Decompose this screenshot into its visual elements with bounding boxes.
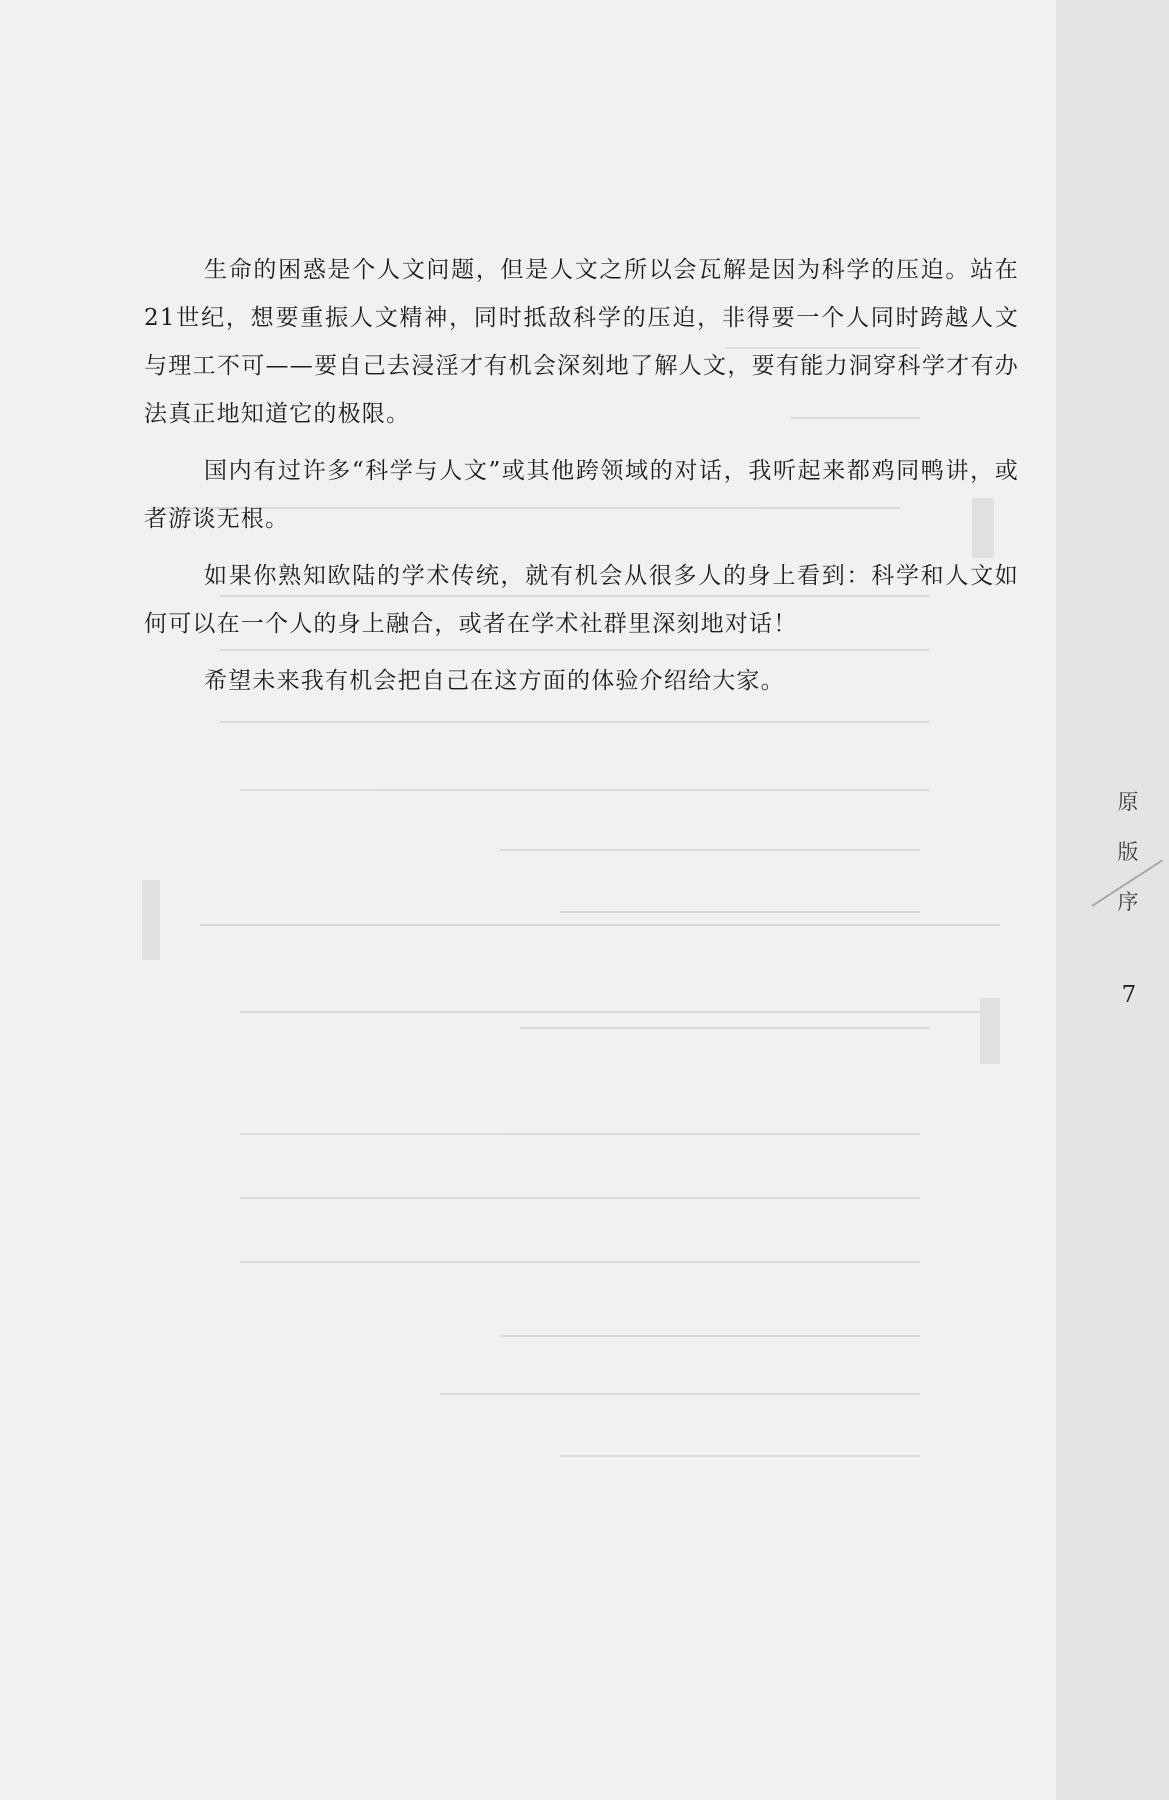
- paragraph: 如果你熟知欧陆的学术传统，就有机会从很多人的身上看到：科学和人文如何可以在一个人的身上融合，或者在学术社群里深刻地对话！: [144, 563, 1019, 637]
- section-label-char: 序: [1117, 890, 1139, 914]
- section-label-char: 原: [1117, 790, 1139, 814]
- page-number: 7: [1121, 982, 1137, 1008]
- body-text: [144, 246, 1019, 714]
- section-label-vertical: [1108, 777, 1148, 927]
- paragraph: 国内有过许多“科学与人文”或其他跨领域的对话，我听起来都鸡同鸭讲，或者游谈无根。: [144, 458, 1019, 532]
- paragraph: 希望未来我有机会把自己在这方面的体验介绍给大家。: [204, 668, 785, 694]
- paragraph: 生命的困惑是个人文问题，但是人文之所以会瓦解是因为科学的压迫。站在21世纪，想要重振人文精神，同时抵敌科学的压迫，非得要一个人同时跨越人文与理工不可——要自己去浸淫才有机会深刻地了解人文，要有能力洞穿科学才有办法真正地知道它的极限。: [144, 257, 1019, 427]
- section-label-char: 版: [1117, 840, 1139, 864]
